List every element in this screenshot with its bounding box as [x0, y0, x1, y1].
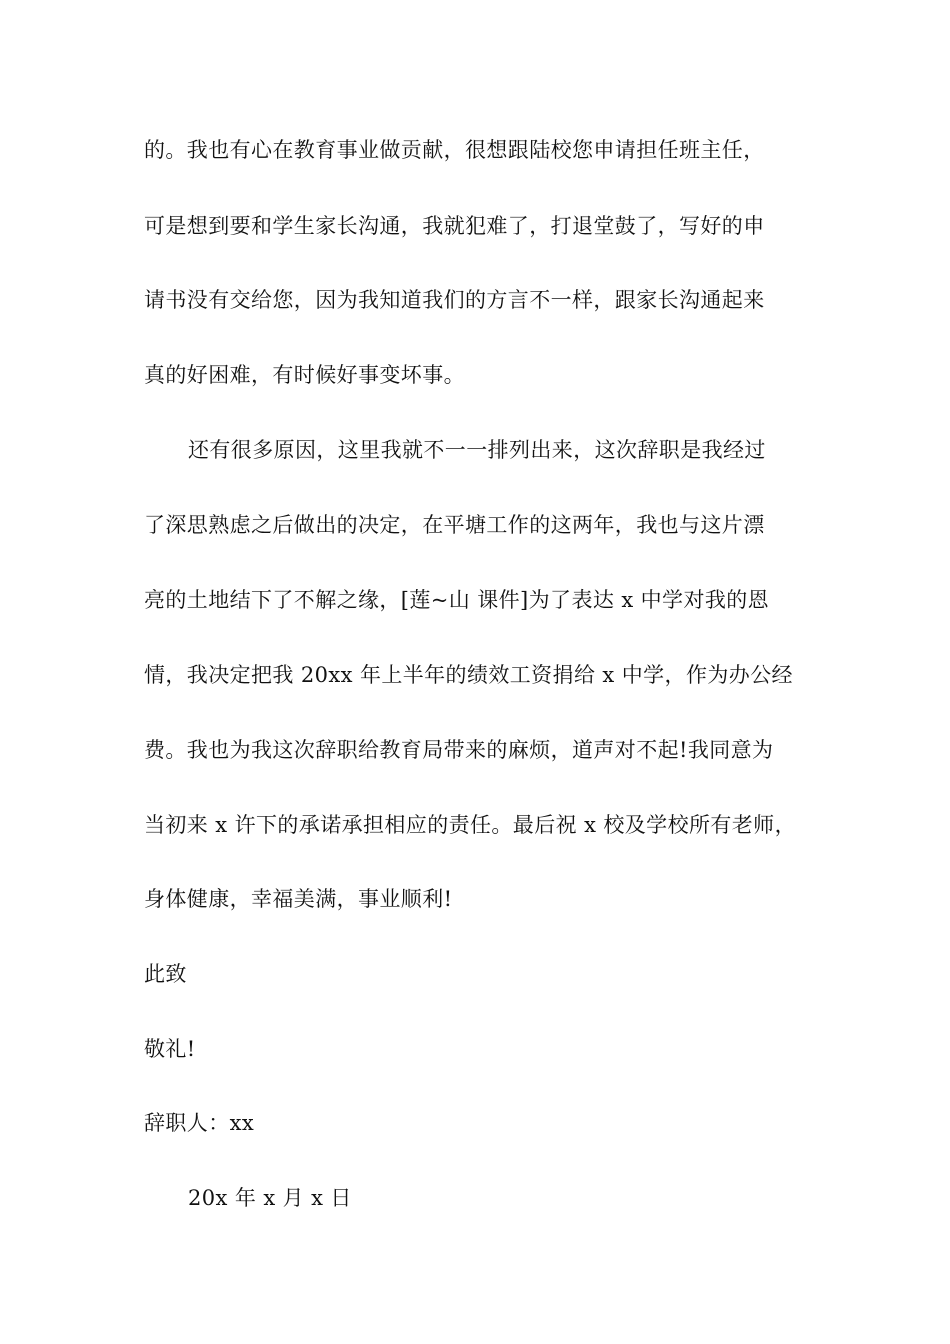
paragraph2-line-2: 了深思熟虑之后做出的决定，在平塘工作的这两年，我也与这片漂: [144, 513, 765, 537]
date-text: 20x 年 x 月 x 日: [188, 1186, 352, 1210]
paragraph1-line-3: 请书没有交给您，因为我知道我们的方言不一样，跟家长沟通起来: [144, 288, 765, 312]
salutation-text: 敬礼!: [144, 1037, 196, 1061]
paragraph2-line-6: 当初来 x 许下的承诺承担相应的责任。最后祝 x 校及学校所有老师，: [144, 813, 796, 837]
paragraph2-line-4: 情，我决定把我 20xx 年上半年的绩效工资捐给 x 中学，作为办公经: [144, 663, 793, 687]
paragraph2-line-7: 身体健康，幸福美满，事业顺利!: [144, 887, 453, 911]
paragraph1-line-4: 真的好困难，有时候好事变坏事。: [144, 363, 465, 387]
closing-text: 此致: [144, 962, 187, 986]
paragraph1-line-2: 可是想到要和学生家长沟通，我就犯难了，打退堂鼓了，写好的申: [144, 214, 765, 238]
paragraph1-line-1: 的。我也有心在教育事业做贡献，很想跟陆校您申请担任班主任，: [144, 138, 765, 162]
signature-text: 辞职人：xx: [144, 1111, 255, 1135]
paragraph2-line-5: 费。我也为我这次辞职给教育局带来的麻烦，道声对不起!我同意为: [144, 738, 774, 762]
paragraph2-line-3: 亮的土地结下了不解之缘，[莲~山 课件]为了表达 x 中学对我的恩: [144, 588, 770, 612]
paragraph2-line-1: 还有很多原因，这里我就不一一排列出来，这次辞职是我经过: [188, 438, 766, 462]
